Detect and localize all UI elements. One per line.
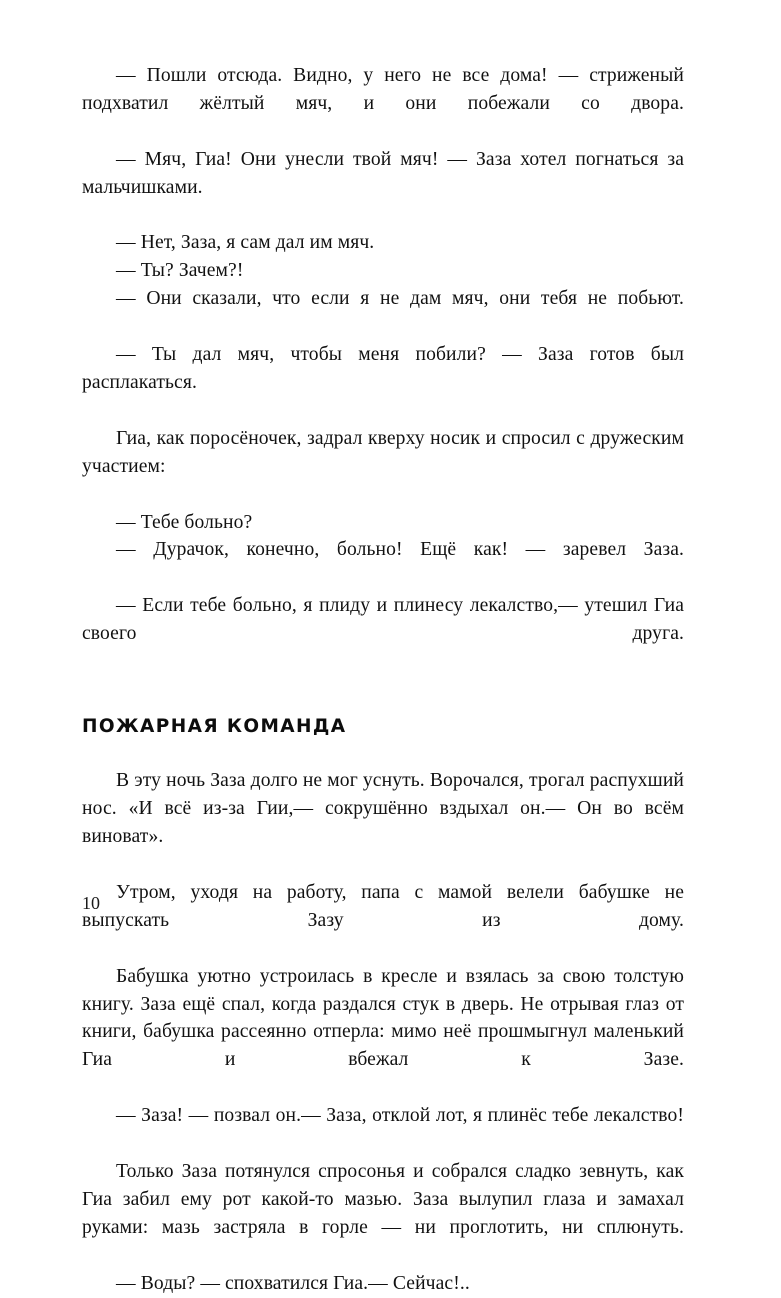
paragraph: Бабушка уютно устроилась в кресле и взялась за свою толстую книгу. Заза ещё спал, когда раздался стук в дверь. Не отрывая глаз от книги, бабушка рассеянно отперла: мимо неё прошмыгнул маленький Гиа и вбежал к Зазе.: [82, 965, 684, 1071]
paragraph: — Ты? Зачем?!: [116, 260, 244, 282]
paragraph: Гиа, как поросёночек, задрал кверху носик и спросил с дружеским участием:: [82, 427, 684, 477]
paragraph: — Они сказали, что если я не дам мяч, они тебя не побьют.: [116, 288, 684, 310]
heading-spacer-below: [82, 737, 684, 767]
section-heading: ПОЖАРНАЯ КОМАНДА: [82, 715, 347, 737]
paragraph: — Тебе больно?: [116, 511, 253, 533]
paragraph: — Если тебе больно, я плиду и плинесу лекалство,— утешил Гиа своего друга.: [82, 595, 684, 645]
paragraph: — Ты дал мяч, чтобы меня побили? — Заза готов был расплакаться.: [82, 344, 684, 393]
paragraph: В эту ночь Заза долго не мог уснуть. Ворочался, трогал распухший нос. «И всё из-за Гии,— сокрушённо вздыхал он.— Он во всём виноват».: [82, 770, 684, 848]
page-text-body: [82, 62, 684, 1298]
page-number: 10: [82, 893, 100, 913]
paragraph: — Заза! — позвал он.— Заза, отклой лот, я плинёс тебе лекалство!: [116, 1105, 684, 1127]
paragraph: — Воды? — спохватился Гиа.— Сейчас!..: [116, 1272, 470, 1294]
paragraph: Утром, уходя на работу, папа с мамой велели бабушке не выпускать Зазу из дому.: [82, 881, 684, 931]
paragraph: — Пошли отсюда. Видно, у него не все дома! — стриженый подхватил жёлтый мяч, и они побежали со двора.: [82, 65, 684, 114]
heading-spacer-above: [82, 676, 684, 717]
paragraph: Только Заза потянулся спросонья и собрался сладко зевнуть, как Гиа забил ему рот какой-то мазью. Заза вылупил глаза и замахал руками: мазь застряла в горле — ни проглотить, ни сплюнуть.: [82, 1160, 684, 1238]
paragraph: — Нет, Заза, я сам дал им мяч.: [116, 232, 375, 254]
paragraph: — Мяч, Гиа! Они унесли твой мяч! — Заза хотел погнаться за мальчишками.: [82, 148, 684, 198]
paragraph: — Дурачок, конечно, больно! Ещё как! — заревел Заза.: [116, 539, 684, 561]
